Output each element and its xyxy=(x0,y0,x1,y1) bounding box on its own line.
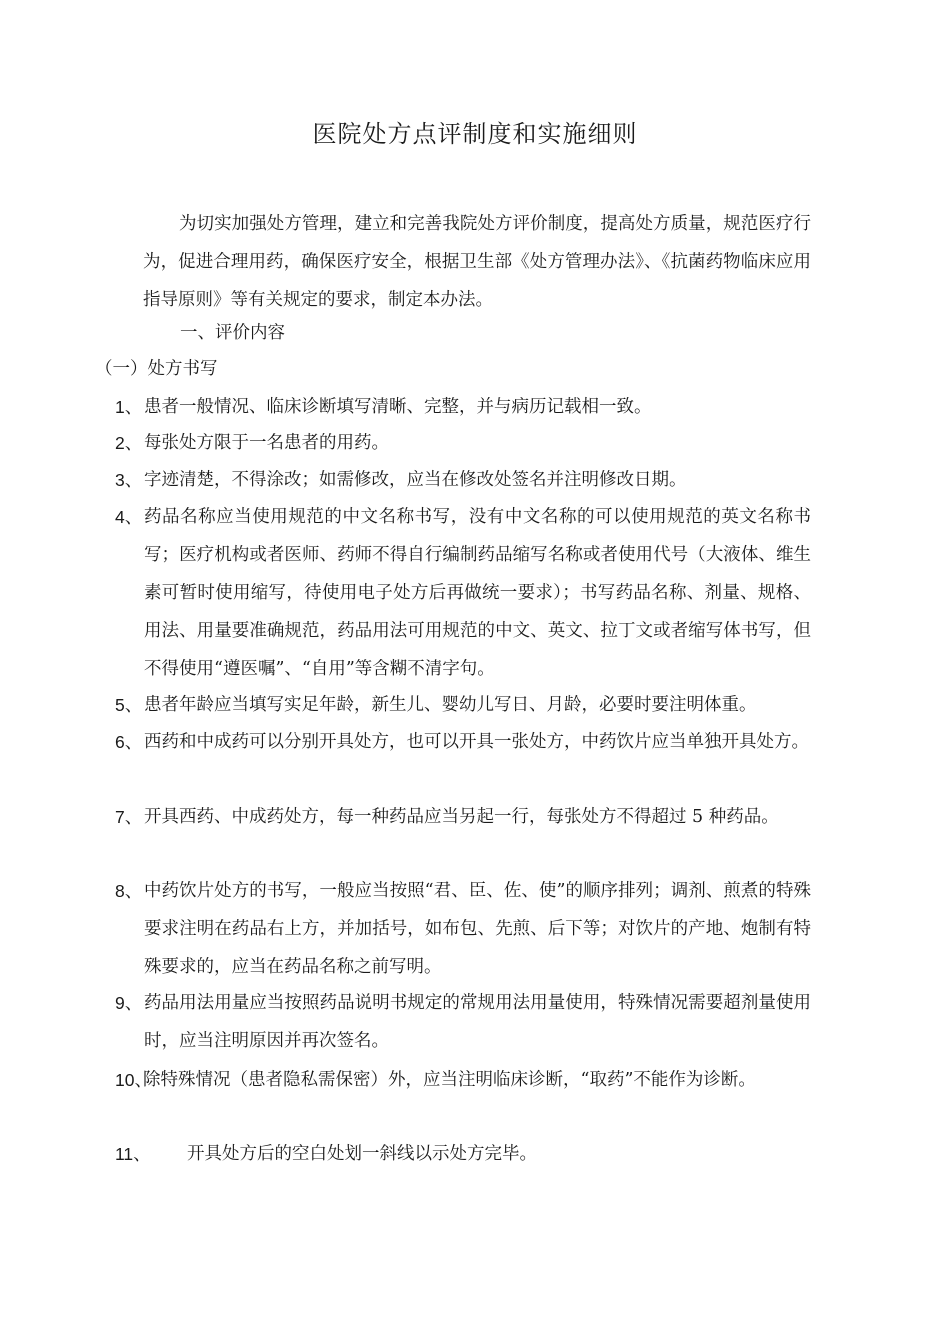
list-item xyxy=(115,798,811,836)
list-item-number: 10、 xyxy=(115,1070,152,1090)
list-item xyxy=(115,461,811,499)
list-item-text: 开具西药、中成药处方，每一种药品应当另起一行，每张处方不得超过 5 种药品。 xyxy=(144,807,779,827)
list-item-text: 药品用法用量应当按照药品说明书规定的常规用法用量使用，特殊情况需要超剂量使用时，应当注明原因并再次签名。 xyxy=(144,993,811,1051)
list-item-number: 1、 xyxy=(115,397,143,417)
list-item xyxy=(115,723,811,761)
list-item-number: 7、 xyxy=(115,807,143,827)
list-item xyxy=(115,872,811,986)
intro-paragraph: 为切实加强处方管理，建立和完善我院处方评价制度，提高处方质量，规范医疗行为，促进合理用药，确保医疗安全，根据卫生部《处方管理办法》、《抗菌药物临床应用指导原则》等有关规定的要求，制定本办法。 xyxy=(143,214,811,310)
list-item-number: 11、 xyxy=(115,1144,151,1164)
list-item-number: 2、 xyxy=(115,433,143,453)
list-item xyxy=(115,388,811,426)
list-item-number: 3、 xyxy=(115,470,143,490)
list-item-text: 药品名称应当使用规范的中文名称书写，没有中文名称的可以使用规范的英文名称书写；医疗机构或者医师、药师不得自行编制药品缩写名称或者使用代号（大液体、维生素可暂时使用缩写，待使用电子处方后再做统一要求）；书写药品名称、剂量、规格、用法、用量要准确规范，药品用法可用规范的中文、英文、拉丁文或者缩写体书写，但不得使用“遵医嘱”、“自用”等含糊不清字句。 xyxy=(144,507,811,679)
list-item-text: 开具处方后的空白处划一斜线以示处方完毕。 xyxy=(187,1144,537,1164)
section-heading: 一、评价内容 xyxy=(180,323,285,343)
list-item xyxy=(115,686,811,724)
document-title: 医院处方点评制度和实施细则 xyxy=(312,120,638,148)
list-item-text: 患者年龄应当填写实足年龄，新生儿、婴幼儿写日、月龄，必要时要注明体重。 xyxy=(144,695,757,715)
list-item-text: 每张处方限于一名患者的用药。 xyxy=(144,433,389,453)
list-item xyxy=(115,1135,811,1173)
list-item-number: 4、 xyxy=(115,507,143,527)
list-item-text: 西药和中成药可以分别开具处方，也可以开具一张处方，中药饮片应当单独开具处方。 xyxy=(144,732,809,752)
list-item-text: 患者一般情况、临床诊断填写清晰、完整，并与病历记载相一致。 xyxy=(144,397,652,417)
list-item xyxy=(115,1061,811,1099)
list-item xyxy=(115,498,811,688)
list-item-text: 字迹清楚，不得涂改；如需修改，应当在修改处签名并注明修改日期。 xyxy=(144,470,687,490)
subsection-heading: （一）处方书写 xyxy=(95,359,218,379)
list-item-text: 中药饮片处方的书写，一般应当按照“君、臣、佐、使”的顺序排列；调剂、煎煮的特殊要求注明在药品右上方，并加括号，如布包、先煎、后下等；对饮片的产地、炮制有特殊要求的，应当在药品名称之前写明。 xyxy=(144,881,811,977)
list-item-text: 除特殊情况（患者隐私需保密）外，应当注明临床诊断，“取药”不能作为诊断。 xyxy=(143,1070,756,1090)
list-item-number: 9、 xyxy=(115,993,143,1013)
list-item-number: 6、 xyxy=(115,732,143,752)
list-item-number: 5、 xyxy=(115,695,143,715)
list-item-number: 8、 xyxy=(115,881,143,901)
list-item xyxy=(115,984,811,1060)
list-item xyxy=(115,424,811,462)
